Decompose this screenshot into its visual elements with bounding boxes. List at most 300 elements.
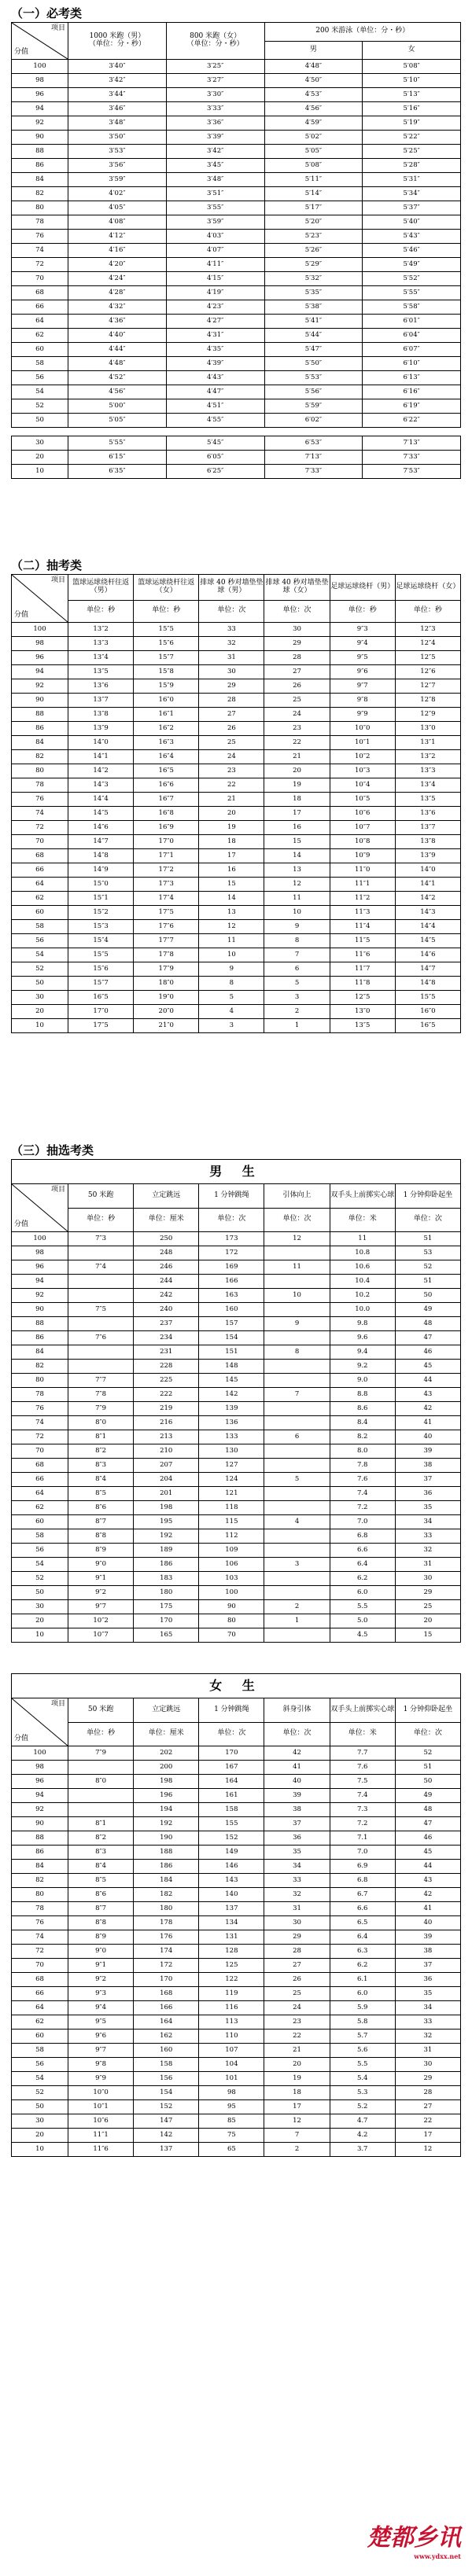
table-cell: 5′19″ xyxy=(363,116,461,131)
table-row xyxy=(12,991,461,1005)
table-cell: 28 xyxy=(395,2086,460,2100)
table-cell: 33 xyxy=(395,2015,460,2030)
table-cell: 26 xyxy=(264,679,330,694)
table-cell: 13″8 xyxy=(68,708,134,722)
table-cell: 9 xyxy=(264,1317,330,1331)
col-unit: 单位：米 xyxy=(330,1722,395,1746)
table-cell: 7.2 xyxy=(330,1501,395,1515)
table-cell: 13 xyxy=(264,863,330,878)
table-cell: 85 xyxy=(199,2114,264,2129)
table-cell: 10 xyxy=(264,906,330,920)
table-cell: 98 xyxy=(12,637,68,651)
table-cell: 158 xyxy=(199,1803,264,1817)
table-cell: 98 xyxy=(12,1246,68,1260)
table-cell: 52 xyxy=(12,399,68,414)
col-unit: 单位：秒 xyxy=(68,1208,134,1232)
table-cell: 121 xyxy=(199,1487,264,1501)
table-cell: 128 xyxy=(199,1945,264,1959)
table-cell: 143 xyxy=(199,1874,264,1888)
table-row xyxy=(12,2100,461,2114)
table-cell: 60 xyxy=(12,1515,68,1529)
table-cell: 3′55″ xyxy=(166,201,264,215)
col-unit: 单位：次 xyxy=(264,1722,330,1746)
table-cell: 14″0 xyxy=(395,863,460,878)
table-cell: 10″9 xyxy=(330,849,395,863)
table-cell: 14″7 xyxy=(68,835,134,849)
table-cell: 20 xyxy=(12,1614,68,1628)
table-cell: 10″2 xyxy=(330,750,395,764)
table-cell: 219 xyxy=(134,1402,199,1416)
table-cell: 2 xyxy=(264,2143,330,2157)
table-cell: 96 xyxy=(12,651,68,665)
table-cell: 6.8 xyxy=(330,1529,395,1544)
table-cell: 11″0 xyxy=(330,863,395,878)
table-cell: 5′28″ xyxy=(363,159,461,173)
table-cell: 37 xyxy=(395,1473,460,1487)
table-cell: 100 xyxy=(199,1586,264,1600)
col-header: 1 分钟仰卧起坐 xyxy=(395,1698,460,1723)
table-row xyxy=(12,694,461,708)
table-cell: 8″4 xyxy=(68,1473,134,1487)
table-cell: 30 xyxy=(264,623,330,637)
table-cell: 148 xyxy=(199,1360,264,1374)
table-cell: 9″7 xyxy=(68,2044,134,2058)
table-cell: 16″9 xyxy=(134,821,199,835)
table-cell: 9″7 xyxy=(68,1600,134,1614)
table-cell: 14 xyxy=(199,892,264,906)
col-unit: 单位：厘米 xyxy=(134,1208,199,1232)
table-cell: 5′47″ xyxy=(264,343,363,357)
table-row xyxy=(12,2001,461,2015)
table-cell xyxy=(264,1303,330,1317)
table-cell: 3 xyxy=(199,1019,264,1033)
table-cell: 8.2 xyxy=(330,1430,395,1444)
table-cell: 52 xyxy=(12,962,68,977)
table-cell: 30 xyxy=(264,1916,330,1930)
table-cell: 9″0 xyxy=(68,1558,134,1572)
table-cell: 46 xyxy=(395,1831,460,1846)
table-cell: 9.6 xyxy=(330,1331,395,1345)
table-cell: 15 xyxy=(395,1628,460,1643)
col-unit: 单位：次 xyxy=(395,1722,460,1746)
table-cell: 4′12″ xyxy=(68,230,167,244)
table-cell: 9″4 xyxy=(68,2001,134,2015)
table-cell: 9″7 xyxy=(330,679,395,694)
table-cell: 60 xyxy=(12,906,68,920)
table-cell: 14″1 xyxy=(395,878,460,892)
table-cell: 4′40″ xyxy=(68,329,167,343)
table-cell: 107 xyxy=(199,2044,264,2058)
table-cell: 14″5 xyxy=(395,934,460,948)
table-cell: 7′33″ xyxy=(264,465,363,479)
table-cell: 9″9 xyxy=(330,708,395,722)
table-cell: 3′42″ xyxy=(68,74,167,88)
table-cell: 13″0 xyxy=(395,722,460,736)
table-cell: 17 xyxy=(264,2100,330,2114)
table-cell: 40 xyxy=(395,1916,460,1930)
table-cell: 3′50″ xyxy=(68,131,167,145)
table-cell: 66 xyxy=(12,1987,68,2001)
table-cell: 94 xyxy=(12,1789,68,1803)
table-cell: 48 xyxy=(395,1803,460,1817)
table-row xyxy=(12,1416,461,1430)
table-cell: 5′34″ xyxy=(363,187,461,201)
table-cell: 213 xyxy=(134,1430,199,1444)
section1-title: （一）必考类 xyxy=(11,6,83,20)
table-cell: 170 xyxy=(134,1973,199,1987)
table-cell: 250 xyxy=(134,1232,199,1246)
table-cell: 96 xyxy=(12,1775,68,1789)
table-cell: 4′55″ xyxy=(166,414,264,428)
table-cell: 90 xyxy=(12,1303,68,1317)
table-cell: 96 xyxy=(12,1260,68,1275)
table-cell: 13″8 xyxy=(395,835,460,849)
table-cell: 58 xyxy=(12,1529,68,1544)
table-cell: 90 xyxy=(12,694,68,708)
table-row xyxy=(12,948,461,962)
table-cell: 16″0 xyxy=(134,694,199,708)
table-cell: 13″6 xyxy=(395,807,460,821)
table-cell: 24 xyxy=(199,750,264,764)
table-cell: 60 xyxy=(12,2030,68,2044)
table-cell: 2 xyxy=(264,1005,330,1019)
table-cell: 113 xyxy=(199,2015,264,2030)
table-row xyxy=(12,2058,461,2072)
table-cell: 10″0 xyxy=(330,722,395,736)
table-cell: 6.2 xyxy=(330,1959,395,1973)
table-cell: 27 xyxy=(395,2100,460,2114)
table-cell: 4′23″ xyxy=(166,300,264,315)
table-cell: 32 xyxy=(395,1544,460,1558)
table-cell: 44 xyxy=(395,1860,460,1874)
table-cell: 180 xyxy=(134,1586,199,1600)
table-cell xyxy=(264,1529,330,1544)
table-cell: 17″0 xyxy=(68,1005,134,1019)
table-cell: 5′32″ xyxy=(264,272,363,286)
table-cell: 4.5 xyxy=(330,1628,395,1643)
table-cell: 68 xyxy=(12,1973,68,1987)
table-cell: 10″4 xyxy=(330,778,395,793)
table-cell: 12″8 xyxy=(395,694,460,708)
table-cell: 201 xyxy=(134,1487,199,1501)
table-cell: 8″7 xyxy=(68,1902,134,1916)
table-cell xyxy=(264,1487,330,1501)
table-cell: 7″9 xyxy=(68,1746,134,1761)
table-cell: 98 xyxy=(12,74,68,88)
table-cell: 180 xyxy=(134,1902,199,1916)
table-cell: 216 xyxy=(134,1416,199,1430)
table-row xyxy=(12,1005,461,1019)
table-row xyxy=(12,74,461,88)
table-row xyxy=(12,145,461,159)
table-cell: 52 xyxy=(395,1746,460,1761)
table-cell: 8″1 xyxy=(68,1430,134,1444)
table-cell: 70 xyxy=(12,835,68,849)
table-cell: 64 xyxy=(12,1487,68,1501)
table-cell: 103 xyxy=(199,1572,264,1586)
table-cell: 6 xyxy=(264,962,330,977)
table-cell: 6.1 xyxy=(330,1973,395,1987)
table-cell: 164 xyxy=(199,1775,264,1789)
table-cell: 12″5 xyxy=(395,651,460,665)
table-cell: 51 xyxy=(395,1232,460,1246)
table-row xyxy=(12,1803,461,1817)
table-cell: 28 xyxy=(264,1945,330,1959)
table-cell: 11″2 xyxy=(330,892,395,906)
table-cell: 8″3 xyxy=(68,1846,134,1860)
table-cell: 25 xyxy=(199,736,264,750)
table-cell: 72 xyxy=(12,258,68,272)
table-cell: 29 xyxy=(199,679,264,694)
table-cell: 14″6 xyxy=(68,821,134,835)
table-cell: 20 xyxy=(12,451,68,465)
table-row xyxy=(12,1402,461,1416)
table-cell: 240 xyxy=(134,1303,199,1317)
table-cell: 45 xyxy=(395,1360,460,1374)
table-cell: 25 xyxy=(395,1600,460,1614)
table-cell: 21 xyxy=(264,2044,330,2058)
table-cell: 160 xyxy=(134,2044,199,2058)
table-cell: 100 xyxy=(12,623,68,637)
table-cell: 17″1 xyxy=(134,849,199,863)
table-row xyxy=(12,1275,461,1289)
table-cell: 30 xyxy=(199,665,264,679)
table-cell: 15″6 xyxy=(134,637,199,651)
table-cell: 92 xyxy=(12,116,68,131)
table-cell: 15″5 xyxy=(134,623,199,637)
table-cell: 5′55″ xyxy=(363,286,461,300)
table-row xyxy=(12,764,461,778)
table-cell xyxy=(264,1501,330,1515)
table-cell: 4′51″ xyxy=(166,399,264,414)
table-cell: 62 xyxy=(12,2015,68,2030)
table-cell: 12 xyxy=(264,2114,330,2129)
table-cell: 183 xyxy=(134,1572,199,1586)
table-cell: 21 xyxy=(264,750,330,764)
table-cell: 78 xyxy=(12,1902,68,1916)
table-cell: 7 xyxy=(264,2129,330,2143)
table-cell: 54 xyxy=(12,2072,68,2086)
table-cell: 33 xyxy=(395,1529,460,1544)
table-cell: 37 xyxy=(395,1959,460,1973)
table-cell xyxy=(264,1246,330,1260)
table-cell: 7′33″ xyxy=(363,451,461,465)
table-row xyxy=(12,201,461,215)
table-cell: 131 xyxy=(199,1930,264,1945)
section1-table xyxy=(11,22,461,479)
table-row xyxy=(12,1586,461,1600)
table-cell: 8″5 xyxy=(68,1874,134,1888)
table-cell: 5.5 xyxy=(330,2058,395,2072)
table-row xyxy=(12,1902,461,1916)
table-cell: 35 xyxy=(395,1987,460,2001)
table-row xyxy=(12,215,461,230)
table-row xyxy=(12,793,461,807)
table-cell: 4′32″ xyxy=(68,300,167,315)
table-cell xyxy=(68,1275,134,1289)
table-cell: 124 xyxy=(199,1473,264,1487)
table-cell: 3′44″ xyxy=(68,88,167,102)
table-cell: 16 xyxy=(199,863,264,878)
table-cell: 4′19″ xyxy=(166,286,264,300)
table-cell: 82 xyxy=(12,1874,68,1888)
table-cell: 88 xyxy=(12,1317,68,1331)
table-cell xyxy=(68,1761,134,1775)
table-cell: 27 xyxy=(264,665,330,679)
table-row xyxy=(12,1019,461,1033)
table-cell: 6.6 xyxy=(330,1544,395,1558)
col-unit: 单位：秒 xyxy=(395,600,460,622)
table-cell: 36 xyxy=(395,1973,460,1987)
table-cell: 4 xyxy=(199,1005,264,1019)
col-header: 1 分钟跳绳 xyxy=(199,1698,264,1723)
table-cell: 54 xyxy=(12,948,68,962)
table-cell: 246 xyxy=(134,1260,199,1275)
table-cell: 70 xyxy=(12,272,68,286)
table-cell: 14″5 xyxy=(68,807,134,821)
table-cell: 7.4 xyxy=(330,1487,395,1501)
table-cell: 9″9 xyxy=(68,2072,134,2086)
table-cell: 10″1 xyxy=(68,2100,134,2114)
table-cell xyxy=(68,1317,134,1331)
table-cell: 4 xyxy=(264,1515,330,1529)
table-cell: 72 xyxy=(12,1945,68,1959)
table-cell: 176 xyxy=(134,1930,199,1945)
table-cell: 45 xyxy=(395,1846,460,1860)
table-cell: 16″0 xyxy=(395,1005,460,1019)
table-cell: 58 xyxy=(12,920,68,934)
table-cell: 16″5 xyxy=(134,764,199,778)
table-cell: 19″0 xyxy=(134,991,199,1005)
table-cell: 5′11″ xyxy=(264,173,363,187)
table-cell: 70 xyxy=(12,1959,68,1973)
table-cell: 4′31″ xyxy=(166,329,264,343)
col-header: 篮球运球绕杆往返（男） xyxy=(68,575,134,601)
table-cell: 3′25″ xyxy=(166,60,264,74)
table-cell: 156 xyxy=(134,2072,199,2086)
table-cell: 78 xyxy=(12,215,68,230)
table-cell: 200 xyxy=(134,1761,199,1775)
table-cell: 162 xyxy=(134,2030,199,2044)
col-unit: 单位：秒 xyxy=(330,600,395,622)
table-cell: 21 xyxy=(199,793,264,807)
table-cell: 11″7 xyxy=(330,962,395,977)
table-row xyxy=(12,2086,461,2100)
table-cell: 169 xyxy=(199,1260,264,1275)
table-cell: 13″7 xyxy=(68,694,134,708)
table-cell: 33 xyxy=(199,623,264,637)
table-cell: 9″5 xyxy=(68,2015,134,2030)
table-cell: 18 xyxy=(264,793,330,807)
table-cell: 74 xyxy=(12,1930,68,1945)
table-cell: 80 xyxy=(12,201,68,215)
table-cell: 46 xyxy=(395,1345,460,1360)
table-cell: 4′43″ xyxy=(166,371,264,385)
table-cell: 152 xyxy=(134,2100,199,2114)
table-cell: 47 xyxy=(395,1331,460,1345)
table-row xyxy=(12,116,461,131)
table-cell: 190 xyxy=(134,1831,199,1846)
table-cell: 12″7 xyxy=(395,679,460,694)
table-cell: 86 xyxy=(12,1846,68,1860)
table-row xyxy=(12,1501,461,1515)
table-row xyxy=(12,1572,461,1586)
table-cell: 147 xyxy=(134,2114,199,2129)
table-cell xyxy=(264,1416,330,1430)
table-cell: 172 xyxy=(199,1246,264,1260)
table-row xyxy=(12,1544,461,1558)
table-cell: 142 xyxy=(199,1388,264,1402)
table-cell: 6.0 xyxy=(330,1987,395,2001)
table-cell: 20 xyxy=(199,807,264,821)
table-cell: 50 xyxy=(12,2100,68,2114)
table-cell: 82 xyxy=(12,187,68,201)
table-cell: 23 xyxy=(199,764,264,778)
table-cell: 9″3 xyxy=(68,1987,134,2001)
table-cell: 155 xyxy=(199,1817,264,1831)
table-cell: 42 xyxy=(264,1746,330,1761)
table-cell: 3′48″ xyxy=(68,116,167,131)
table-cell: 9″5 xyxy=(330,651,395,665)
table-cell: 5′05″ xyxy=(68,414,167,428)
table-cell: 15″3 xyxy=(68,920,134,934)
table-cell: 68 xyxy=(12,849,68,863)
table-cell: 11″5 xyxy=(330,934,395,948)
table-cell: 8″4 xyxy=(68,1860,134,1874)
table-cell: 18″0 xyxy=(134,977,199,991)
table-cell: 32 xyxy=(395,2030,460,2044)
table-cell: 14″8 xyxy=(395,977,460,991)
table-cell: 17 xyxy=(395,2129,460,2143)
table-cell: 13″2 xyxy=(395,750,460,764)
table-row xyxy=(12,1987,461,2001)
table-cell: 17″9 xyxy=(134,962,199,977)
table-cell: 76 xyxy=(12,1402,68,1416)
table-cell: 19 xyxy=(264,778,330,793)
table-cell: 32 xyxy=(264,1888,330,1902)
table-cell: 225 xyxy=(134,1374,199,1388)
table-cell: 8″1 xyxy=(68,1817,134,1831)
table-cell: 7.3 xyxy=(330,1803,395,1817)
table-cell: 170 xyxy=(199,1746,264,1761)
table-cell: 109 xyxy=(199,1544,264,1558)
table-cell: 175 xyxy=(134,1600,199,1614)
table-cell: 9″4 xyxy=(330,637,395,651)
section2-table xyxy=(11,574,461,1033)
table-cell: 5′08″ xyxy=(363,60,461,74)
table-cell: 228 xyxy=(134,1360,199,1374)
table-cell: 84 xyxy=(12,1345,68,1360)
table-cell: 7″3 xyxy=(68,1232,134,1246)
table-cell: 51 xyxy=(395,1761,460,1775)
table-cell: 11 xyxy=(264,892,330,906)
table-cell: 22 xyxy=(199,778,264,793)
table-cell: 14 xyxy=(264,849,330,863)
table-cell: 145 xyxy=(199,1374,264,1388)
table-cell: 16″5 xyxy=(68,991,134,1005)
table-cell: 146 xyxy=(199,1860,264,1874)
table-cell: 158 xyxy=(134,2058,199,2072)
table-cell: 19 xyxy=(199,821,264,835)
table-cell: 72 xyxy=(12,821,68,835)
table-cell: 5′45″ xyxy=(166,436,264,451)
table-cell: 10″2 xyxy=(68,1614,134,1628)
table-cell: 62 xyxy=(12,1501,68,1515)
table-cell: 9″8 xyxy=(330,694,395,708)
table-cell: 13″3 xyxy=(395,764,460,778)
table-cell: 8.4 xyxy=(330,1416,395,1430)
table-cell: 70 xyxy=(199,1628,264,1643)
